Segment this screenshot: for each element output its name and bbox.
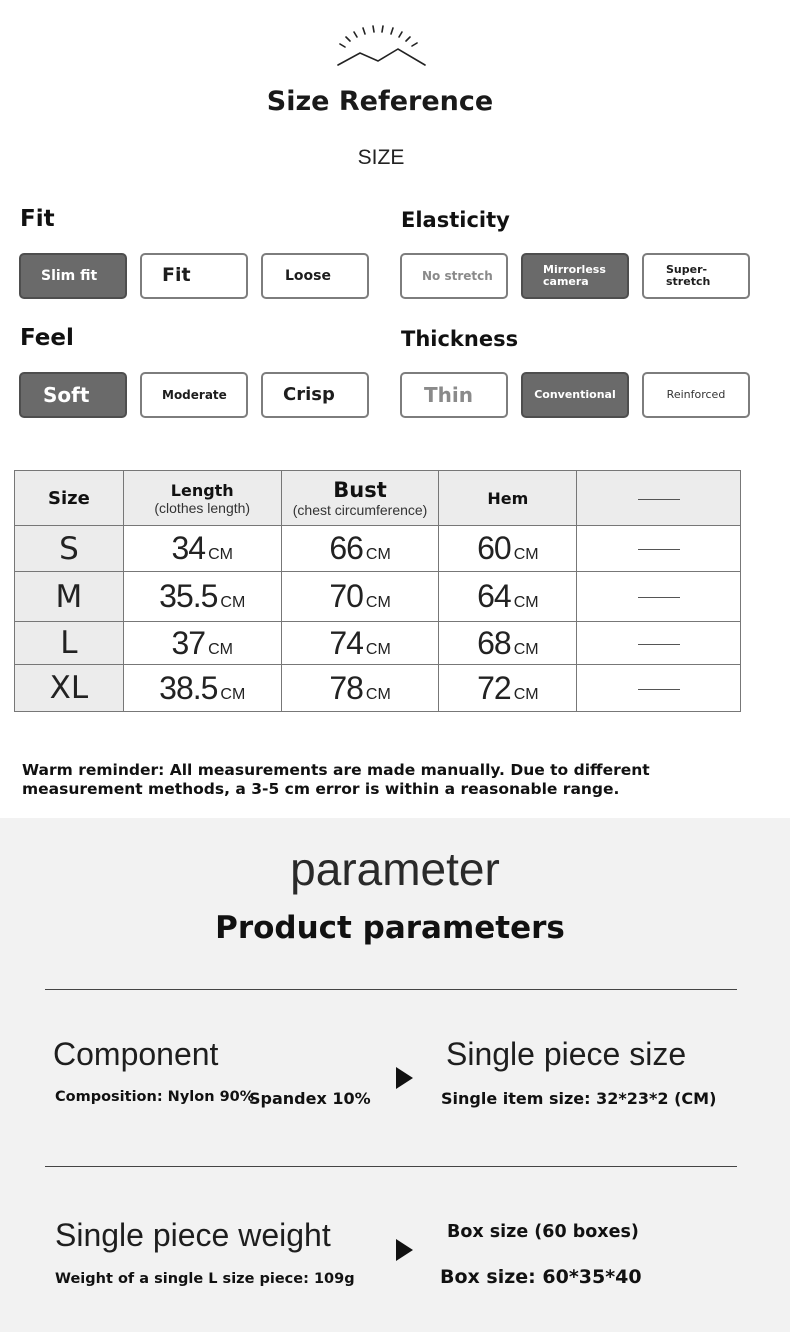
feel-label: Feel <box>20 325 74 351</box>
single-piece-size-heading: Single piece size <box>446 1036 687 1072</box>
page-subtitle: SIZE <box>357 146 405 169</box>
row-length <box>123 572 281 622</box>
row-size <box>15 622 124 665</box>
sunrise-icon <box>330 22 430 68</box>
cell-length: 37 <box>171 624 206 661</box>
cell-unit: CM <box>208 640 233 658</box>
cell-unit: CM <box>365 685 391 703</box>
row-bust <box>281 572 439 622</box>
row-size <box>15 572 124 622</box>
table-row-l <box>15 622 741 665</box>
parameters-subtitle: Product parameters <box>215 910 565 946</box>
cell-bust: 74 <box>329 624 363 661</box>
row-extra <box>577 622 741 665</box>
box-size-value: Box size: 60*35*40 <box>440 1266 642 1288</box>
table-row-s <box>15 526 741 572</box>
cell-dash <box>638 689 680 690</box>
cell-length: 38.5 <box>159 669 218 706</box>
cell-unit: CM <box>365 594 391 611</box>
single-piece-weight-value: Weight of a single L size piece: 109g <box>55 1271 355 1287</box>
header-length-sub: (clothes length) <box>154 499 251 516</box>
elasticity-label: Elasticity <box>401 208 510 232</box>
header-extra-dash <box>638 499 680 500</box>
header-bust-label: Bust <box>333 478 387 502</box>
fit-label: Fit <box>20 206 55 232</box>
cell-bust: 70 <box>329 578 363 614</box>
header-bust-sub: (chest circumference) <box>292 502 428 518</box>
cell-length: 35.5 <box>159 578 218 614</box>
feel-option-soft[interactable]: Soft <box>19 372 127 418</box>
cell-hem: 64 <box>477 578 511 614</box>
row-bust <box>281 526 439 572</box>
header-hem-label: Hem <box>487 488 529 508</box>
header-length <box>123 471 281 526</box>
thickness-option-reinforced[interactable]: Reinforced <box>642 372 750 418</box>
row-hem <box>439 665 577 712</box>
cell-unit: CM <box>365 546 391 563</box>
cell-hem: 60 <box>477 530 511 566</box>
cell-size: L <box>60 625 78 661</box>
cell-dash <box>638 597 680 598</box>
thickness-label: Thickness <box>401 327 519 351</box>
header-extra <box>577 471 741 526</box>
cell-size: S <box>59 530 79 567</box>
row-length <box>123 665 281 712</box>
divider <box>45 989 737 990</box>
elasticity-option-no-stretch[interactable]: No stretch <box>400 253 508 299</box>
box-size-heading: Box size (60 boxes) <box>447 1222 639 1242</box>
header-hem <box>439 471 577 526</box>
arrow-right-icon <box>396 1067 413 1089</box>
cell-unit: CM <box>513 546 539 563</box>
row-length <box>123 526 281 572</box>
row-extra <box>577 665 741 712</box>
cell-unit: CM <box>513 594 539 611</box>
table-header-row <box>15 471 741 526</box>
page-title: Size Reference <box>266 86 494 117</box>
row-bust <box>281 622 439 665</box>
table-row-m <box>15 572 741 622</box>
cell-bust: 66 <box>329 530 363 566</box>
feel-option-crisp[interactable]: Crisp <box>261 372 369 418</box>
warm-reminder: Warm reminder: All measurements are made manually. Due to different measurement methods, a 3-5 cm error is within a reasonable range. <box>22 761 650 798</box>
spandex-value: Spandex 10% <box>249 1089 371 1108</box>
table-row-xl <box>15 665 741 712</box>
single-piece-size-value: Single item size: 32*23*2 (CM) <box>441 1089 717 1108</box>
header-bust <box>281 471 439 526</box>
parameters-title: parameter <box>290 843 500 895</box>
cell-size: M <box>55 578 83 615</box>
row-hem <box>439 526 577 572</box>
cell-size: XL <box>49 670 89 706</box>
cell-unit: CM <box>513 640 539 658</box>
fit-option-slim-fit[interactable]: Slim fit <box>19 253 127 299</box>
cell-hem: 72 <box>477 669 511 706</box>
single-piece-weight-heading: Single piece weight <box>55 1217 331 1253</box>
thickness-option-conventional[interactable]: Conventional <box>521 372 629 418</box>
thickness-option-thin[interactable]: Thin <box>400 372 508 418</box>
cell-unit: CM <box>220 685 246 703</box>
cell-bust: 78 <box>329 669 363 706</box>
row-hem <box>439 572 577 622</box>
header-size-label: Size <box>48 487 90 509</box>
cell-length: 34 <box>171 530 206 566</box>
cell-dash <box>638 549 680 550</box>
cell-unit: CM <box>513 685 539 703</box>
cell-unit: CM <box>220 594 246 611</box>
row-hem <box>439 622 577 665</box>
fit-option-fit[interactable]: Fit <box>140 253 248 299</box>
cell-unit: CM <box>365 640 391 658</box>
row-extra <box>577 572 741 622</box>
cell-hem: 68 <box>477 624 511 661</box>
size-table <box>14 470 741 712</box>
divider <box>45 1166 737 1167</box>
cell-unit: CM <box>208 546 233 563</box>
arrow-right-icon <box>396 1239 413 1261</box>
fit-option-loose[interactable]: Loose <box>261 253 369 299</box>
feel-option-moderate[interactable]: Moderate <box>140 372 248 418</box>
cell-dash <box>638 644 680 645</box>
elasticity-option-super-stretch[interactable]: Super-stretch <box>642 253 750 299</box>
elasticity-option-mirrorless-camera[interactable]: Mirrorless camera <box>521 253 629 299</box>
header-size <box>15 471 124 526</box>
row-size <box>15 526 124 572</box>
row-length <box>123 622 281 665</box>
composition-value: Composition: Nylon 90% <box>55 1089 255 1105</box>
component-heading: Component <box>53 1036 219 1072</box>
header-length-label: Length <box>170 480 234 500</box>
row-extra <box>577 526 741 572</box>
row-size <box>15 665 124 712</box>
row-bust <box>281 665 439 712</box>
